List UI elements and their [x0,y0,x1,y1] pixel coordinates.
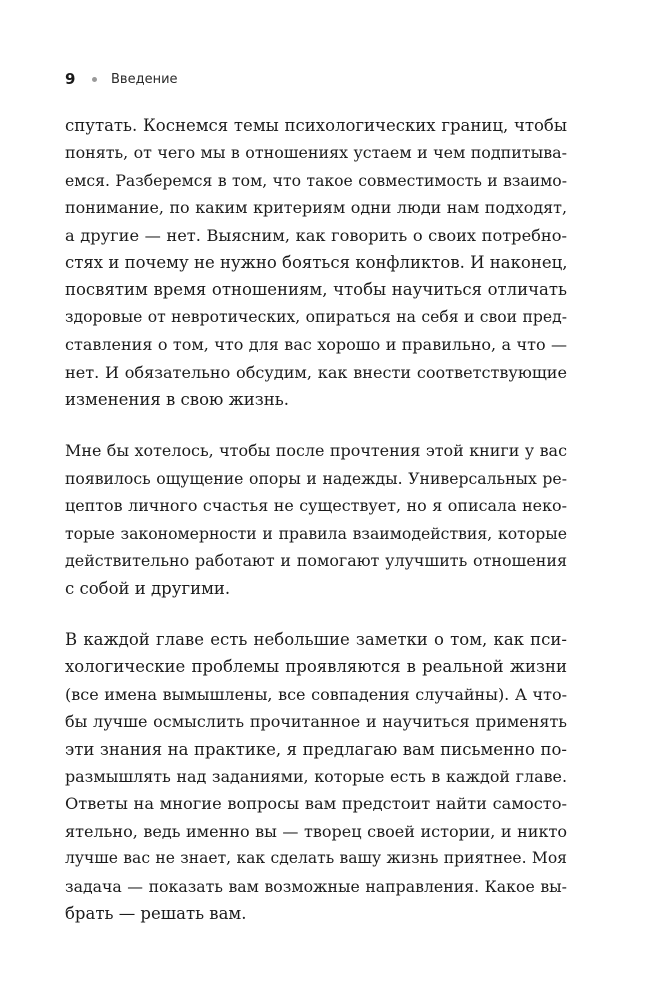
text-line: (все имена вымышлены, все совпадения случайны). А что- [65,684,567,704]
text-line: появилось ощущение опоры и надежды. Универсальных ре- [65,468,567,488]
text-line: ставления о том, что для вас хорошо и правильно, а что — [65,335,567,355]
text-line: размышлять над заданиями, которые есть в каждой главе. [65,766,567,786]
body-text [65,112,567,951]
text-line: торые закономерности и правила взаимодействия, которые [65,523,567,543]
text-line: эти знания на практике, я предлагаю вам письменно по- [65,739,567,759]
text-line: задача — показать вам возможные направления. Какое вы- [65,876,567,896]
text-line: стях и почему не нужно бояться конфликтов. И наконец, [65,253,568,273]
text-line: нет. И обязательно обсудим, как внести соответствующие [65,362,567,382]
section-title: Введение [111,71,178,87]
page-number: 9 [65,70,76,88]
text-line: емся. Разберемся в том, что такое совместимость и взаимо- [65,170,567,190]
text-line: понимание, по каким критериям одни люди нам подходят, [65,198,567,218]
text-line: лучше вас не знает, как сделать вашу жизнь приятнее. Моя [65,849,567,868]
text-line: а другие — нет. Выясним, как говорить о своих потребно- [65,225,567,245]
paragraph-2 [65,437,567,601]
text-line: с собой и другими. [65,578,231,598]
text-line: спутать. Коснемся темы психологических границ, чтобы [65,116,567,135]
running-head [65,70,178,88]
text-line: здоровые от невротических, опираться на себя и свои пред- [65,307,567,326]
bullet-dot-icon [92,77,97,82]
paragraph-3 [65,626,567,927]
text-line: Мне бы хотелось, чтобы после прочтения этой книги у вас [65,441,567,461]
text-line: посвятим время отношениям, чтобы научиться отличать [65,280,567,300]
text-line: понять, от чего мы в отношениях устаем и чем подпитыва- [65,143,567,163]
text-line: бы лучше осмыслить прочитанное и научиться применять [65,712,567,732]
text-line: брать — решать вам. [65,903,247,923]
text-line: хологические проблемы проявляются в реальной жизни [65,657,567,677]
text-line: действительно работают и помогают улучшить отношения [65,551,567,571]
text-line: изменения в свою жизнь. [65,390,290,410]
paragraph-1 [65,112,567,413]
text-line: цептов личного счастья не существует, но я описала неко- [65,496,567,516]
text-line: ятельно, ведь именно вы — творец своей истории, и никто [65,821,567,841]
text-line: В каждой главе есть небольшие заметки о том, как пси- [65,629,567,649]
text-line: Ответы на многие вопросы вам предстоит найти самосто- [65,794,567,814]
